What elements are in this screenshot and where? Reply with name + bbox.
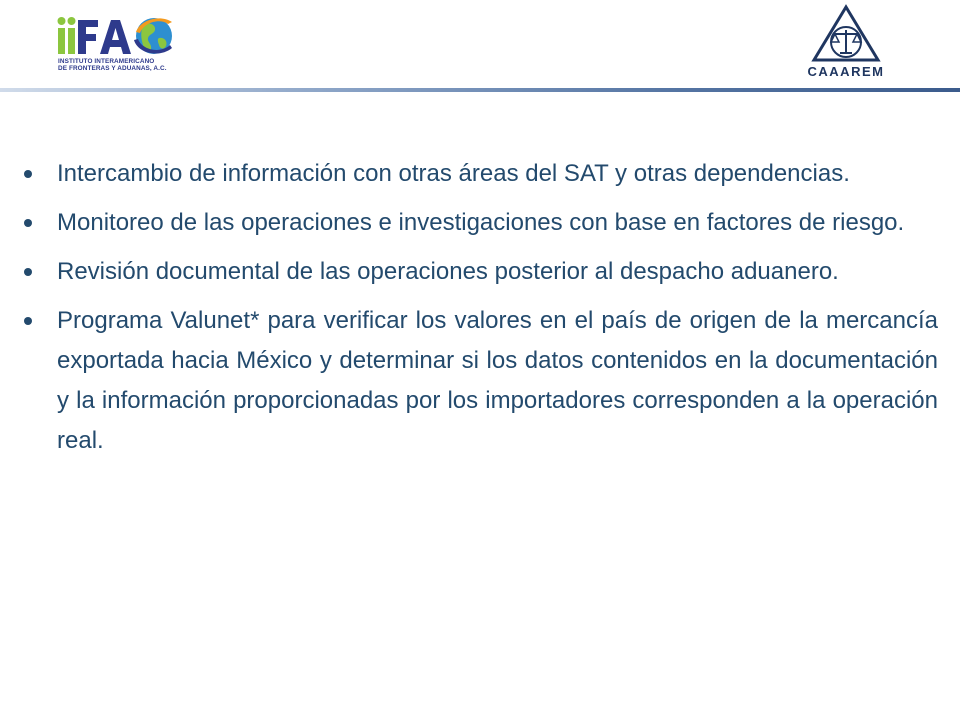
caaarem-logo — [790, 4, 910, 84]
bullet-item — [24, 203, 938, 243]
iifa-logo-subtitle — [58, 58, 208, 73]
iifa-logo — [56, 12, 206, 80]
bullet-text: Programa Valunet* para verificar los valores en el país de origen de la mercancía exportada hacia México y determinar si los datos contenidos en la documentación y la información proporcionadas por los importadores corresponden a la operación real. — [57, 307, 938, 454]
bullet-text: Intercambio de información con otras áreas del SAT y otras dependencias. — [57, 160, 850, 187]
bullet-item — [24, 301, 938, 461]
header-divider — [0, 88, 960, 92]
slide-header — [0, 0, 960, 92]
bullet-item — [24, 252, 938, 292]
bullet-text: Monitoreo de las operaciones e investigaciones con base en factores de riesgo. — [57, 209, 905, 236]
bullet-dot-icon — [24, 268, 32, 276]
slide-body — [24, 154, 938, 470]
caaarem-emblem-graphic — [790, 4, 902, 66]
bullet-list — [24, 154, 938, 461]
bullet-item — [24, 154, 938, 194]
bullet-dot-icon — [24, 317, 32, 325]
iifa-subtitle-line-2: DE FRONTERAS Y ADUANAS, A.C. — [58, 65, 167, 73]
caaarem-wordmark: CAAAREM — [807, 64, 885, 79]
bullet-dot-icon — [24, 170, 32, 178]
bullet-text: Revisión documental de las operaciones posterior al despacho aduanero. — [57, 258, 839, 285]
iifa-subtitle-line-1: INSTITUTO INTERAMERICANO — [58, 58, 155, 65]
iifa-wordmark-graphic — [56, 12, 178, 58]
bullet-dot-icon — [24, 219, 32, 227]
